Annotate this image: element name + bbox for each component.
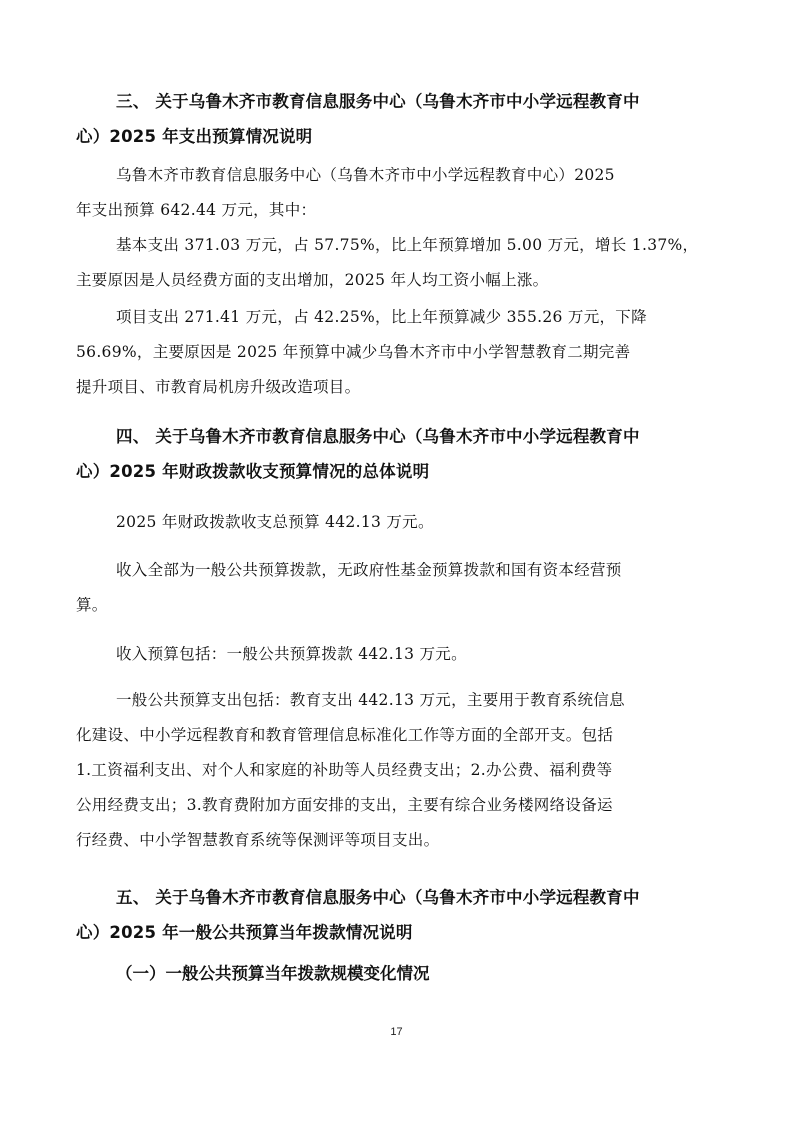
text-line: 收入预算包括：一般公共预算拨款 442.13 万元。 — [116, 645, 467, 663]
paragraph — [76, 637, 716, 672]
section-5-heading — [76, 880, 716, 950]
section-4-heading — [76, 419, 716, 489]
heading-line: 四、 关于乌鲁木齐市教育信息服务中心（乌鲁木齐市中小学远程教育中 — [116, 427, 640, 446]
paragraph — [76, 683, 716, 858]
text-line: 行经费、中小学智慧教育系统等保测评等项目支出。 — [76, 831, 440, 849]
heading-line: 三、 关于乌鲁木齐市教育信息服务中心（乌鲁木齐市中小学远程教育中 — [116, 92, 640, 111]
text-line: 项目支出 271.41 万元，占 42.25%，比上年预算减少 355.26 万元，下降 — [116, 308, 647, 326]
paragraph — [76, 158, 716, 228]
text-line: 提升项目、市教育局机房升级改造项目。 — [76, 378, 361, 396]
text-line: 算。 — [76, 596, 108, 614]
text-line: 一般公共预算支出包括：教育支出 442.13 万元，主要用于教育系统信息 — [116, 691, 625, 709]
page-number: 17 — [390, 1026, 403, 1038]
paragraph — [76, 300, 716, 405]
text-line: 化建设、中小学远程教育和教育管理信息标准化工作等方面的全部开支。包括 — [76, 726, 614, 744]
heading-line: 心）2025 年支出预算情况说明 — [76, 127, 313, 146]
text-line: 主要原因是人员经费方面的支出增加，2025 年人均工资小幅上涨。 — [76, 271, 549, 289]
text-line: 56.69%，主要原因是 2025 年预算中减少乌鲁木齐市中小学智慧教育二期完善 — [76, 343, 631, 361]
text-line: 乌鲁木齐市教育信息服务中心（乌鲁木齐市中小学远程教育中心）2025 — [116, 166, 615, 184]
text-line: 1.工资福利支出、对个人和家庭的补助等人员经费支出；2.办公费、福利费等 — [76, 761, 613, 779]
paragraph — [76, 505, 716, 540]
section-3-heading — [76, 84, 716, 154]
paragraph — [76, 553, 716, 623]
text-line: 基本支出 371.03 万元，占 57.75%，比上年预算增加 5.00 万元，增长 1.37%， — [116, 236, 699, 254]
paragraph — [76, 228, 716, 298]
subsection-heading: （一）一般公共预算当年拨款规模变化情况 — [116, 964, 430, 983]
text-line: 公用经费支出；3.教育费附加方面安排的支出，主要有综合业务楼网络设备运 — [76, 796, 613, 814]
heading-line: 五、 关于乌鲁木齐市教育信息服务中心（乌鲁木齐市中小学远程教育中 — [116, 888, 640, 907]
text-line: 收入全部为一般公共预算拨款，无政府性基金预算拨款和国有资本经营预 — [116, 561, 622, 579]
heading-line: 心）2025 年财政拨款收支预算情况的总体说明 — [76, 462, 430, 481]
text-line: 2025 年财政拨款收支总预算 442.13 万元。 — [116, 513, 434, 531]
heading-line: 心）2025 年一般公共预算当年拨款情况说明 — [76, 923, 413, 942]
text-line: 年支出预算 642.44 万元，其中： — [76, 201, 317, 219]
